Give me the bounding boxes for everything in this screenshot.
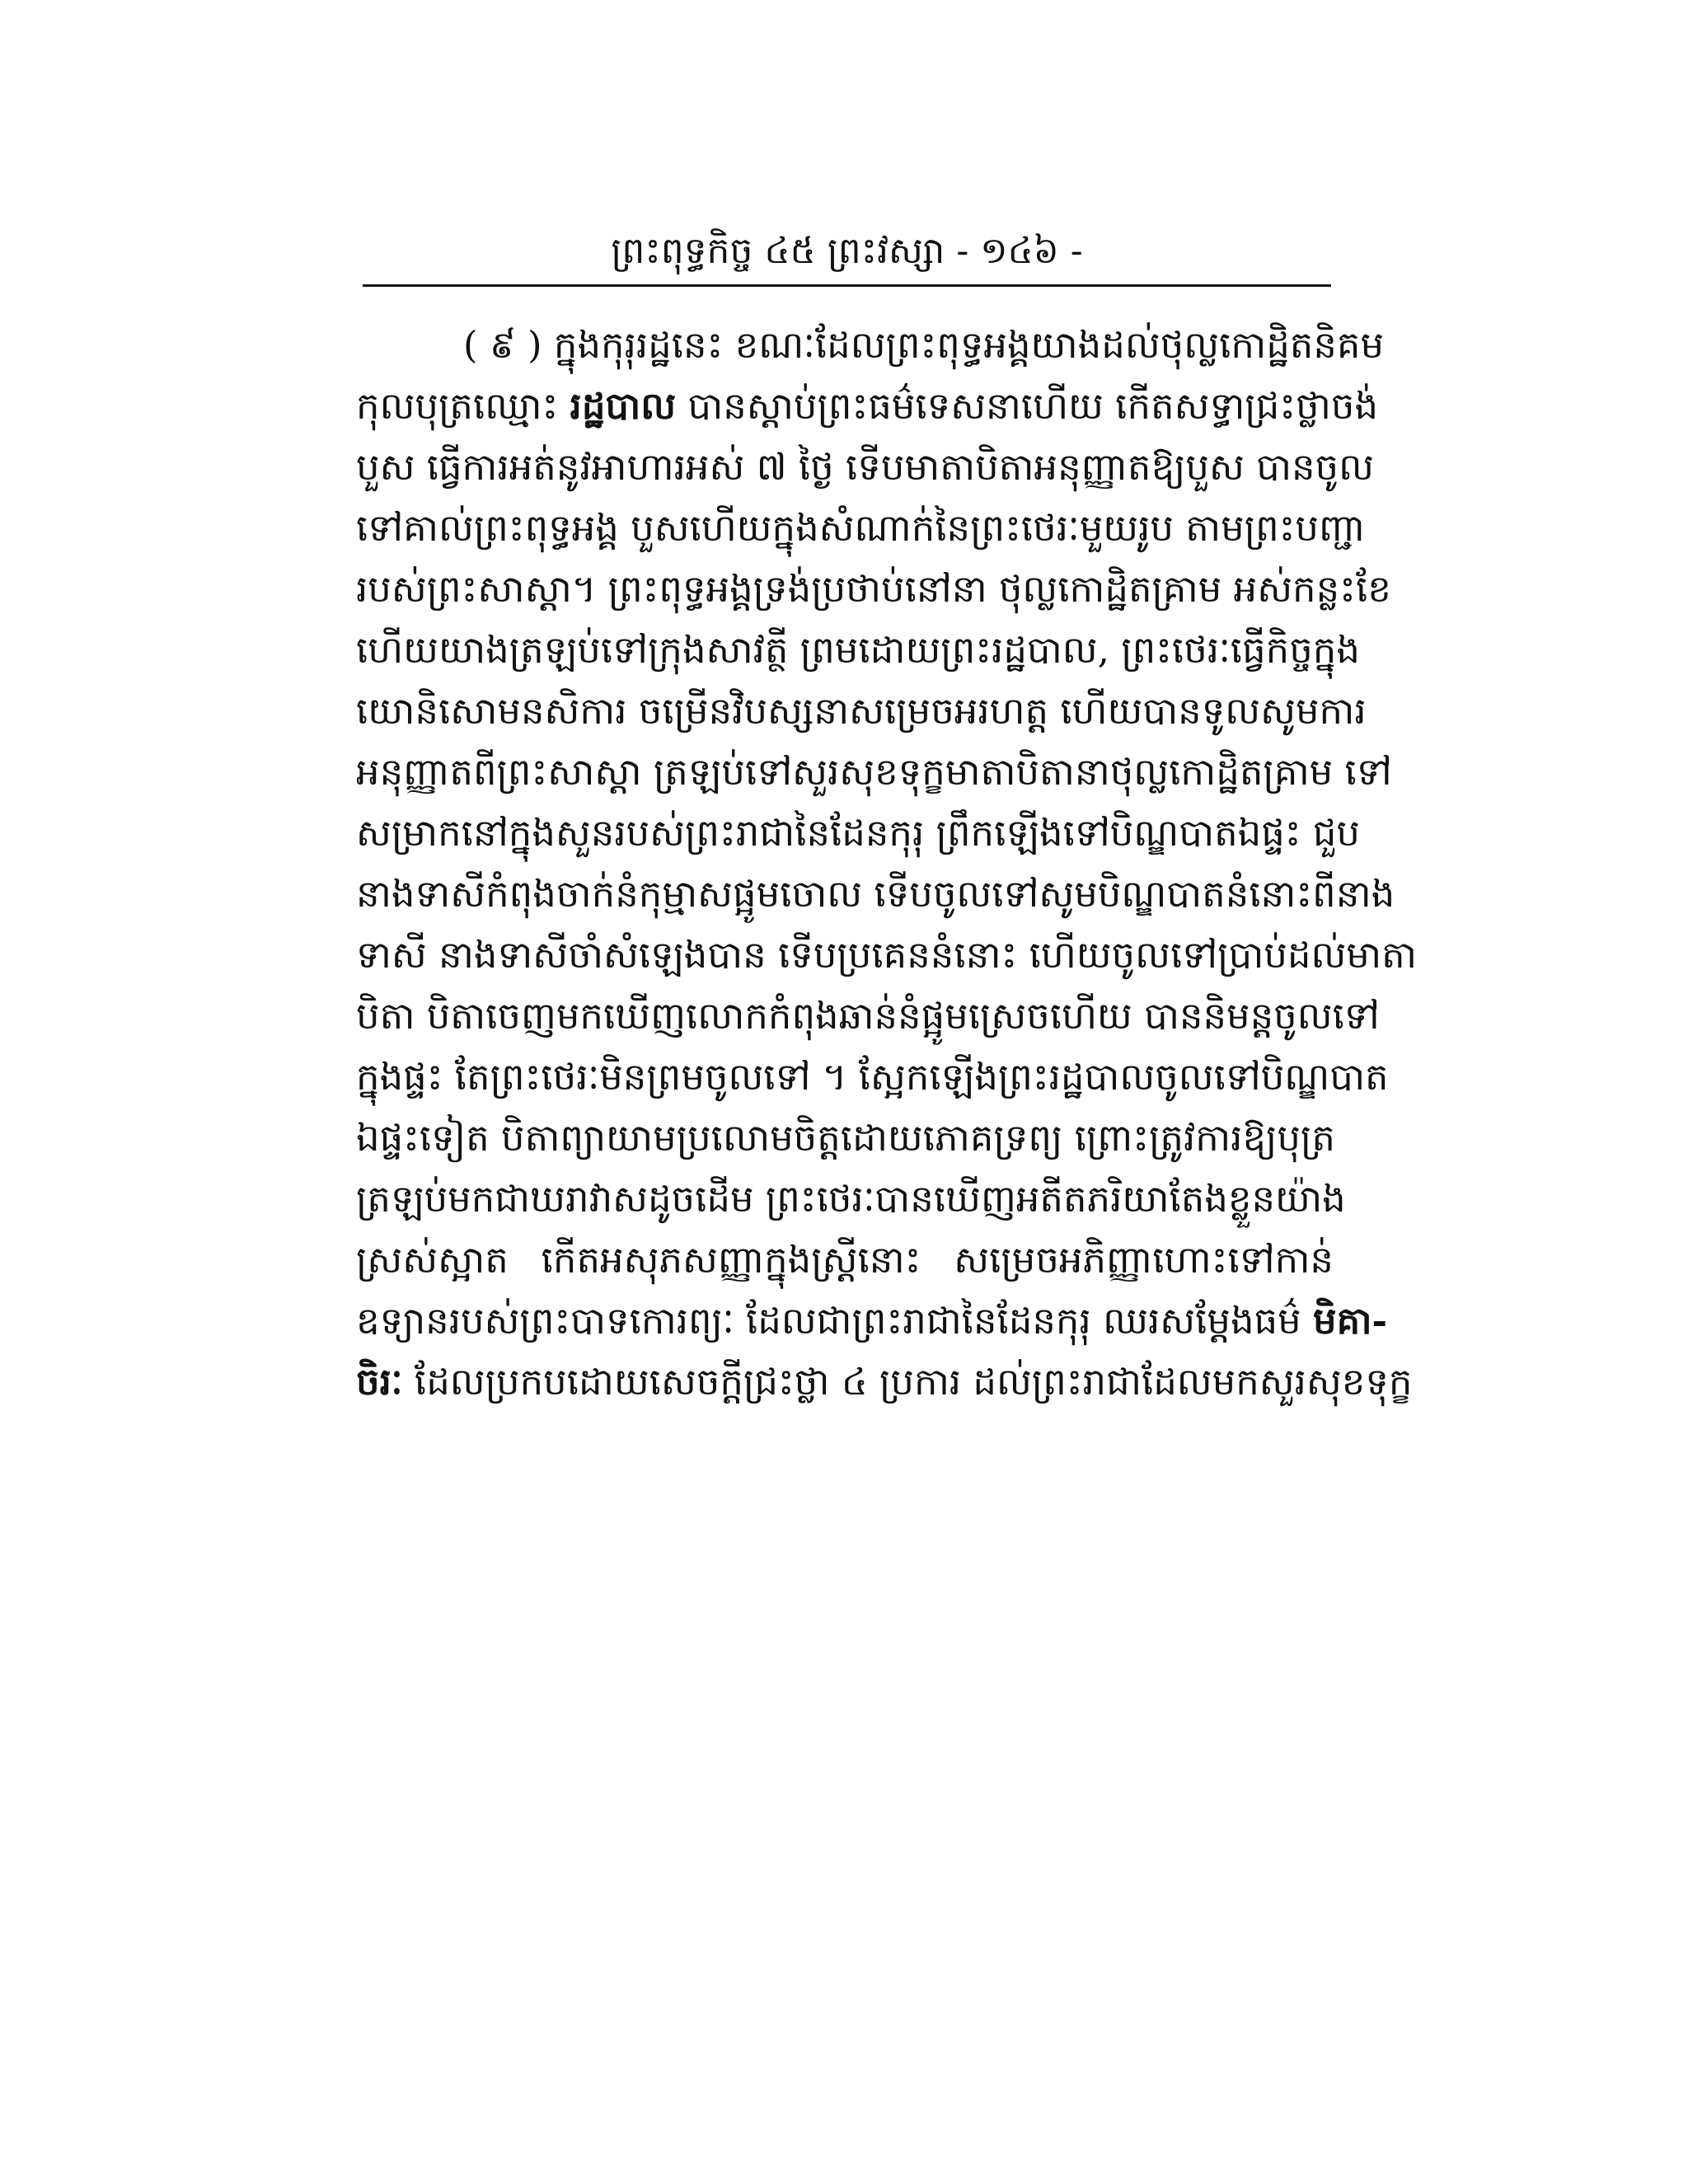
text-line: ( ៩ ) ក្នុងកុរុរដ្ឋនេះ ខណៈដែលព្រះពុទ្ធអង្គយាងដល់ថុល្លកោដ្ឋិតនិគម	[463, 323, 1385, 367]
body-paragraph	[356, 315, 1418, 1474]
text-line: នាងទាសីកំពុងចាក់នំកុម្មាសផ្អូមចោល ទើបចូលទៅសូមបិណ្ឌបាតនំនោះពីនាង	[356, 872, 1395, 916]
text-line	[356, 1291, 1388, 1352]
text-line: ទៅគាល់ព្រះពុទ្ធអង្គ បួសហើយក្នុងសំណាក់នៃព្រះថេរៈមួយរូប តាមព្រះបញ្ជា	[356, 506, 1366, 550]
text-line: ត្រឡប់មកជាឃរាវាសដូចដើម ព្រះថេរៈបានឃើញអតីតភរិយាតែងខ្លួនយ៉ាង	[356, 1177, 1346, 1221]
text-line	[356, 376, 1379, 437]
text-line	[356, 1352, 1413, 1413]
text-line: យោនិសោមនសិការ ចម្រើនវិបស្សនាសម្រេចអរហត្ត ហើយបានទូលសូមការ	[356, 689, 1367, 733]
text-line: សម្រាកនៅក្នុងសួនរបស់ព្រះរាជានៃដែនកុរុ ព្រឹកឡើងទៅបិណ្ឌបាតឯផ្ទះ ជួប	[356, 811, 1360, 855]
text-fragment: បានស្តាប់ព្រះធម៌ទេសនាហើយ កើតសទ្ធាជ្រះថ្លាចង់	[687, 384, 1379, 428]
text-fragment: ឧទ្យានរបស់ព្រះបាទកោរព្យៈ ដែលជាព្រះរាជានៃដែនកុរុ ឈរសម្តែងធម៌	[356, 1299, 1301, 1343]
text-line: ឯផ្ទះទៀត បិតាព្យាយាមប្រលោមចិត្តដោយភោគទ្រព្យ ព្រោះត្រូវការឱ្យបុត្រ	[356, 1116, 1335, 1160]
text-line: អនុញ្ញាតពីព្រះសាស្តា ត្រឡប់ទៅសួរសុខទុក្ខមាតាបិតានាថុល្លកោដ្ឋិតគ្រាម ទៅ	[356, 750, 1392, 794]
text-line: ហើយយាងត្រឡប់ទៅក្រុងសាវត្ថី ព្រមដោយព្រះរដ្ឋបាល, ព្រះថេរៈធ្វើកិច្ចក្នុង	[356, 628, 1360, 672]
text-line: ទាសី នាងទាសីចាំសំឡេងបាន ទើបប្រគេននំនោះ ហើយចូលទៅប្រាប់ដល់មាតា	[356, 933, 1418, 977]
text-line: បិតា បិតាចេញមកឃើញលោកកំពុងឆាន់នំផ្អូមស្រេចហើយ បាននិមន្តចូលទៅ	[356, 994, 1380, 1038]
text-line: បួស ធ្វើការអត់នូវអាហារអស់ ៧ ថ្ងៃ ទើបមាតាបិតាអនុញ្ញាតឱ្យបួស បានចូល	[356, 445, 1374, 489]
text-line: ស្រស់ស្អាត កើតអសុភសញ្ញាក្នុងស្រ្តីនោះ សម្រេចអភិញ្ញាហោះទៅកាន់	[356, 1238, 1334, 1282]
text-line: របស់ព្រះសាស្តា។ ព្រះពុទ្ធអង្គទ្រង់ប្រថាប់នៅនា ថុល្លកោដ្ឋិតគ្រាម អស់កន្លះខែ	[356, 567, 1391, 611]
text-fragment: កុលបុត្រឈ្មោះ	[356, 384, 559, 428]
text-fragment: ដែលប្រកបដោយសេចក្តីជ្រះថ្លា ៤ ប្រការ ដល់ព្រះរាជាដែលមកសួរសុខទុក្ខ	[414, 1360, 1413, 1404]
running-header: ព្រះពុទ្ធកិច្ច ៤៥ ព្រះវស្សា - ១៤៦ -	[611, 230, 1083, 272]
bold-term-ratthapala: រដ្ឋបាល	[570, 384, 677, 428]
text-line: ក្នុងផ្ទះ តែព្រះថេរៈមិនព្រមចូលទៅ ។ ស្អែកឡើងព្រះរដ្ឋបាលចូលទៅបិណ្ឌបាត	[356, 1055, 1389, 1099]
text-line	[356, 1413, 1334, 1474]
bold-term-migajira: មិគា-	[1313, 1299, 1388, 1343]
header-rule	[363, 284, 1331, 287]
bold-term-migajira: ចិរៈ	[356, 1360, 403, 1404]
